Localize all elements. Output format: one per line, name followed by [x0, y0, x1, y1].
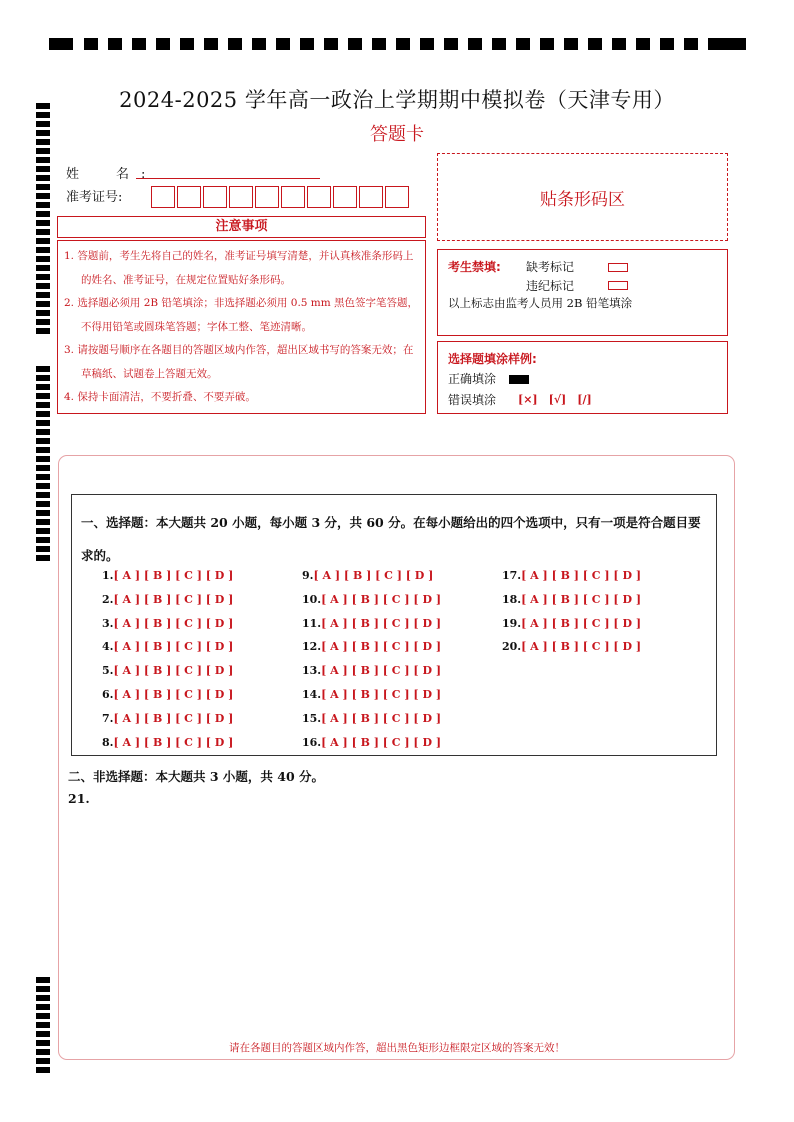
choice-question	[502, 593, 641, 606]
choice-question	[502, 617, 641, 630]
name-label: 姓 名:	[66, 167, 158, 182]
notice-box	[57, 240, 426, 414]
wrong-fill-samples: [×] [√] [/]	[518, 393, 592, 406]
exam-id-label: 准考证号:	[66, 190, 123, 205]
exam-id-digit-box[interactable]	[151, 186, 175, 208]
choice-question	[102, 617, 233, 630]
choice-question	[302, 688, 441, 701]
timing-mark	[372, 38, 386, 50]
timing-mark	[492, 38, 506, 50]
timing-mark	[84, 38, 98, 50]
choice-question	[102, 569, 233, 582]
answer-options[interactable]: [ A ] [ B ] [ C ] [ D ]	[113, 592, 234, 606]
timing-mark	[36, 366, 50, 372]
notice-item: 3. 请按题号顺序在各题目的答题区域内作答，超出区域书写的答案无效；在草稿纸、试题卷上答题无效。	[64, 344, 414, 380]
choice-question	[102, 688, 233, 701]
timing-mark	[36, 537, 50, 543]
exam-id-digit-box[interactable]	[333, 186, 357, 208]
fill-sample-label: 选择题填涂样例:	[448, 352, 537, 366]
timing-mark	[660, 38, 674, 50]
exam-id-digit-box[interactable]	[307, 186, 331, 208]
timing-mark	[36, 492, 50, 498]
page-subtitle: 答题卡	[370, 124, 424, 145]
timing-mark	[36, 301, 50, 307]
notice-item: 4. 保持卡面清洁，不要折叠、不要弄破。	[64, 391, 256, 403]
timing-mark	[396, 38, 410, 50]
page-title: 2024-2025 学年高一政治上学期期中模拟卷（天津专用）	[119, 88, 675, 112]
question-number: 16.	[302, 735, 322, 749]
question-number: 11.	[302, 616, 322, 630]
timing-mark	[228, 38, 242, 50]
question-number: 20.	[502, 640, 522, 654]
answer-options[interactable]: [ A ] [ B ] [ C ] [ D ]	[521, 592, 642, 606]
timing-mark	[636, 38, 650, 50]
timing-mark	[612, 38, 626, 50]
question-number: 6.	[102, 688, 114, 701]
timing-mark	[180, 38, 194, 50]
correct-fill-label: 正确填涂	[448, 372, 497, 386]
timing-mark	[36, 483, 50, 489]
exam-id-digit-box[interactable]	[385, 186, 409, 208]
answer-options[interactable]: [ A ] [ B ] [ C ] [ D ]	[521, 640, 642, 654]
answer-options[interactable]: [ A ] [ B ] [ C ] [ D ]	[321, 735, 442, 749]
answer-options[interactable]: [ A ] [ B ] [ C ] [ D ]	[113, 616, 234, 630]
timing-mark	[721, 38, 746, 50]
question-number: 3.	[102, 616, 114, 630]
timing-mark	[36, 977, 50, 983]
timing-mark	[36, 411, 50, 417]
answer-options[interactable]: [ A ] [ B ] [ C ] [ D ]	[113, 569, 234, 582]
notice-item: 1. 答题前，考生先将自己的姓名，准考证号填写清楚，并认真核准条形码上的姓名、准考证号，在规定位置贴好条形码。	[64, 250, 414, 286]
timing-mark	[36, 319, 50, 325]
question-21-label: 21.	[68, 791, 90, 806]
timing-mark	[36, 519, 50, 525]
timing-mark	[36, 456, 50, 462]
choice-question	[302, 712, 441, 725]
choice-question	[102, 664, 233, 677]
missing-exam-checkbox[interactable]	[608, 263, 628, 272]
timing-mark	[36, 310, 50, 316]
answer-options[interactable]: [ A ] [ B ] [ C ] [ D ]	[113, 711, 234, 725]
exam-id-boxes[interactable]	[151, 186, 411, 208]
notice-item: 2. 选择题必须用 2B 铅笔填涂；非选择题必须用 0.5 mm 黑色签字笔答题，不得用铅笔或圆珠笔答题；字体工整、笔迹清晰。	[64, 297, 419, 333]
timing-mark	[36, 211, 50, 217]
timing-mark	[36, 283, 50, 289]
correct-fill-sample	[509, 375, 529, 384]
question-number: 17.	[502, 569, 522, 582]
question-number: 12.	[302, 640, 322, 654]
exam-id-digit-box[interactable]	[203, 186, 227, 208]
answer-options[interactable]: [ A ] [ B ] [ C ] [ D ]	[321, 592, 442, 606]
missing-exam-label: 缺考标记	[526, 260, 575, 274]
timing-mark	[36, 1022, 50, 1028]
exam-id-digit-box[interactable]	[255, 186, 279, 208]
timing-mark	[36, 501, 50, 507]
choice-question	[102, 736, 233, 749]
exam-id-digit-box[interactable]	[281, 186, 305, 208]
choice-question	[302, 664, 441, 677]
violation-label: 违纪标记	[526, 279, 575, 293]
timing-mark	[444, 38, 458, 50]
choice-question	[102, 640, 233, 653]
timing-mark	[49, 38, 73, 50]
fill-sample-box	[437, 341, 728, 414]
timing-mark	[108, 38, 122, 50]
timing-mark	[36, 438, 50, 444]
name-field[interactable]	[136, 178, 320, 179]
exam-id-digit-box[interactable]	[177, 186, 201, 208]
exam-ban-box	[437, 249, 728, 336]
timing-mark	[36, 402, 50, 408]
exam-id-digit-box[interactable]	[359, 186, 383, 208]
timing-mark	[36, 1013, 50, 1019]
question-number: 1.	[102, 569, 114, 582]
answer-options[interactable]: [ A ] [ B ] [ C ] [ D ]	[113, 640, 234, 654]
timing-mark	[36, 510, 50, 516]
timing-mark	[684, 38, 698, 50]
timing-mark	[36, 465, 50, 471]
timing-mark-bar-top	[49, 38, 746, 50]
timing-mark	[516, 38, 530, 50]
timing-mark	[36, 447, 50, 453]
question-number: 19.	[502, 616, 522, 630]
timing-mark	[156, 38, 170, 50]
answer-options[interactable]: [ A ] [ B ] [ C ] [ D ]	[313, 569, 434, 582]
timing-mark	[36, 546, 50, 552]
timing-mark	[276, 38, 290, 50]
choice-question	[102, 593, 233, 606]
wrong-fill-label: 错误填涂	[448, 393, 497, 407]
choice-question	[302, 593, 441, 606]
answer-options[interactable]: [ A ] [ B ] [ C ] [ D ]	[321, 711, 442, 725]
timing-mark	[36, 384, 50, 390]
timing-mark	[36, 238, 50, 244]
timing-mark	[36, 274, 50, 280]
timing-mark	[36, 1004, 50, 1010]
timing-mark	[348, 38, 362, 50]
answer-options[interactable]: [ A ] [ B ] [ C ] [ D ]	[321, 664, 442, 678]
answer-options[interactable]: [ A ] [ B ] [ C ] [ D ]	[113, 735, 234, 749]
timing-mark	[36, 202, 50, 208]
choice-question	[102, 712, 233, 725]
timing-mark	[36, 256, 50, 262]
exam-id-digit-box[interactable]	[229, 186, 253, 208]
exam-ban-note: 以上标志由监考人员用 2B 铅笔填涂	[448, 296, 633, 310]
footer-warning: 请在各题目的答题区域内作答，超出黑色矩形边框限定区域的答案无效！	[229, 1042, 565, 1054]
timing-mark	[36, 328, 50, 334]
timing-mark	[36, 229, 50, 235]
timing-mark	[36, 429, 50, 435]
question-number: 15.	[302, 711, 322, 725]
answer-options[interactable]: [ A ] [ B ] [ C ] [ D ]	[321, 688, 442, 701]
question-number: 10.	[302, 592, 322, 606]
timing-mark	[36, 157, 50, 163]
question-number: 9.	[302, 569, 314, 582]
choice-question	[502, 640, 641, 653]
timing-mark	[588, 38, 602, 50]
question-number: 14.	[302, 688, 322, 701]
timing-mark	[36, 265, 50, 271]
timing-mark	[36, 1058, 50, 1064]
timing-mark	[36, 292, 50, 298]
choice-question	[302, 640, 441, 653]
choice-question	[502, 569, 641, 582]
timing-mark	[36, 393, 50, 399]
choice-question	[302, 617, 441, 630]
exam-ban-label: 考生禁填:	[448, 260, 501, 274]
answer-options[interactable]: [ A ] [ B ] [ C ] [ D ]	[321, 616, 442, 630]
answer-options[interactable]: [ A ] [ B ] [ C ] [ D ]	[521, 616, 642, 630]
timing-mark	[36, 247, 50, 253]
timing-mark	[708, 38, 722, 50]
barcode-area	[437, 153, 728, 241]
timing-mark	[36, 175, 50, 181]
question-number: 13.	[302, 664, 322, 678]
timing-mark	[36, 166, 50, 172]
timing-mark	[36, 193, 50, 199]
question-number: 2.	[102, 592, 114, 606]
timing-mark	[564, 38, 578, 50]
timing-mark	[252, 38, 266, 50]
choice-question	[302, 736, 441, 749]
barcode-area-label: 贴条形码区	[540, 189, 625, 210]
timing-mark	[300, 38, 314, 50]
answer-options[interactable]: [ A ] [ B ] [ C ] [ D ]	[321, 640, 442, 654]
timing-mark	[420, 38, 434, 50]
timing-mark	[36, 555, 50, 561]
timing-mark	[36, 1067, 50, 1073]
section2-title: 二、非选择题：本大题共 3 小题，共 40 分。	[68, 769, 325, 784]
timing-mark	[36, 474, 50, 480]
answer-options[interactable]: [ A ] [ B ] [ C ] [ D ]	[113, 664, 234, 678]
timing-mark	[204, 38, 218, 50]
timing-mark	[36, 148, 50, 154]
choice-question	[302, 569, 433, 582]
timing-mark	[36, 220, 50, 226]
timing-mark	[36, 528, 50, 534]
section1-title: 一、选择题：本大题共 20 小题，每小题 3 分，共 60 分。在每小题给出的四个选项中，只有一项是符合题目要求的。	[81, 515, 701, 563]
answer-options[interactable]: [ A ] [ B ] [ C ] [ D ]	[113, 688, 234, 701]
timing-mark	[540, 38, 554, 50]
answer-options[interactable]: [ A ] [ B ] [ C ] [ D ]	[521, 569, 642, 582]
notice-heading: 注意事项	[57, 216, 426, 238]
timing-mark	[468, 38, 482, 50]
timing-mark	[36, 184, 50, 190]
violation-checkbox[interactable]	[608, 281, 628, 290]
timing-mark	[36, 1031, 50, 1037]
timing-mark	[36, 420, 50, 426]
timing-mark	[36, 375, 50, 381]
timing-mark	[132, 38, 146, 50]
question-number: 7.	[102, 711, 114, 725]
question-number: 18.	[502, 592, 522, 606]
timing-mark	[36, 995, 50, 1001]
timing-mark	[324, 38, 338, 50]
question-number: 4.	[102, 640, 114, 654]
timing-mark	[36, 986, 50, 992]
question-number: 8.	[102, 735, 114, 749]
question-number: 5.	[102, 664, 114, 678]
